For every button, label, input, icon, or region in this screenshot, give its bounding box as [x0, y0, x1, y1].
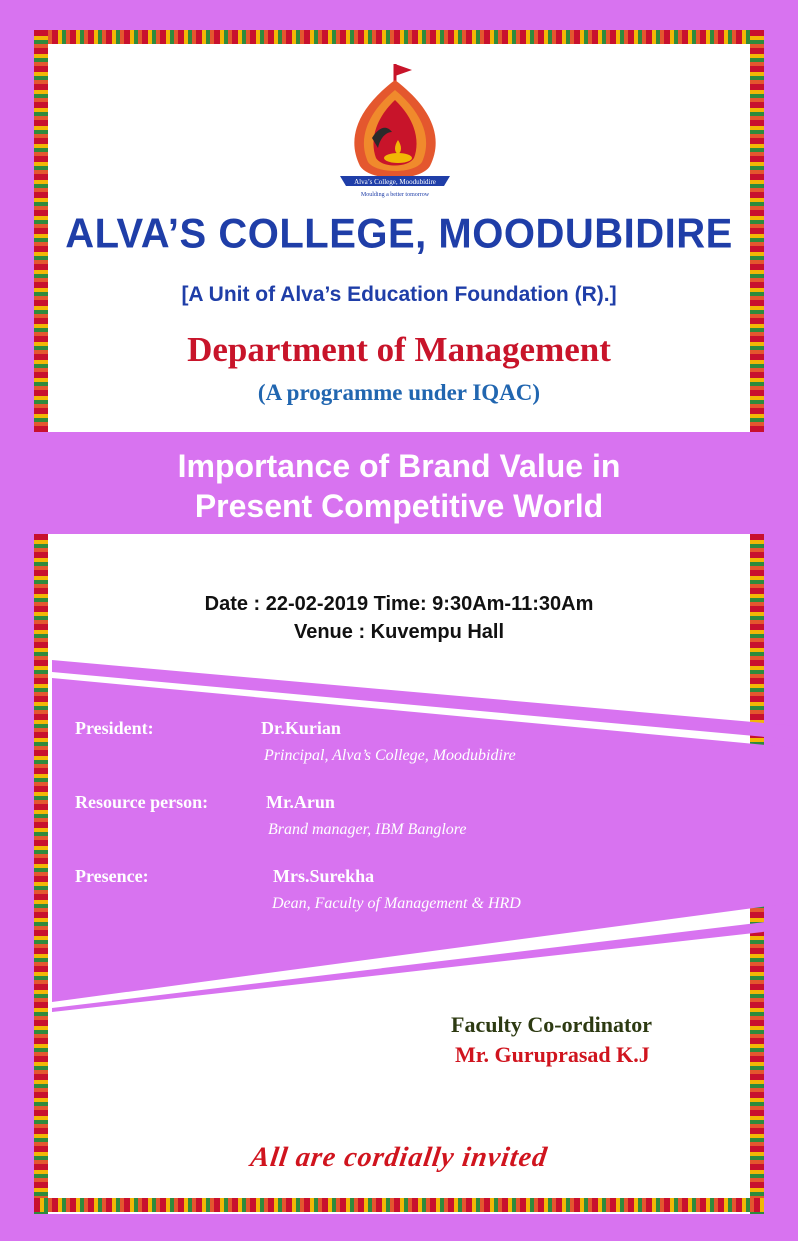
name-president: Dr.Kurian — [261, 718, 341, 738]
desc-presence: Dean, Faculty of Management & HRD — [272, 895, 521, 912]
name-resource-person: Mr.Arun — [266, 792, 335, 812]
role-presence: Presence: — [75, 866, 149, 886]
desc-president: Principal, Alva’s College, Moodubidire — [264, 747, 516, 764]
role-resource-person: Resource person: — [75, 792, 209, 812]
logo-text: Alva’s College, Moodubidire — [354, 178, 436, 186]
topic-line-2: Present Competitive World — [194, 488, 604, 524]
coordinator-name: Mr. Guruprasad K.J — [455, 1042, 650, 1067]
role-president: President: — [75, 718, 154, 738]
venue: Venue : Kuvempu Hall — [293, 621, 505, 643]
date-time: Date : 22-02-2019 Time: 9:30Am-11:30Am — [204, 593, 594, 615]
topic-line-1: Importance of Brand Value in — [177, 448, 621, 484]
college-name: ALVA’S COLLEGE, MOODUBIDIRE — [65, 210, 733, 258]
desc-resource-person: Brand manager, IBM Banglore — [268, 821, 467, 838]
name-presence: Mrs.Surekha — [273, 866, 375, 886]
programme-line: (A programme under IQAC) — [257, 380, 541, 405]
logo-tagline: Moulding a better tomorrow — [360, 192, 430, 198]
foundation-line: [A Unit of Alva’s Education Foundation (R).] — [181, 283, 617, 306]
invitation-text: All are cordially invited — [248, 1142, 550, 1173]
department-title: Department of Management — [187, 330, 611, 369]
coordinator-title: Faculty Co-ordinator — [451, 1012, 653, 1037]
